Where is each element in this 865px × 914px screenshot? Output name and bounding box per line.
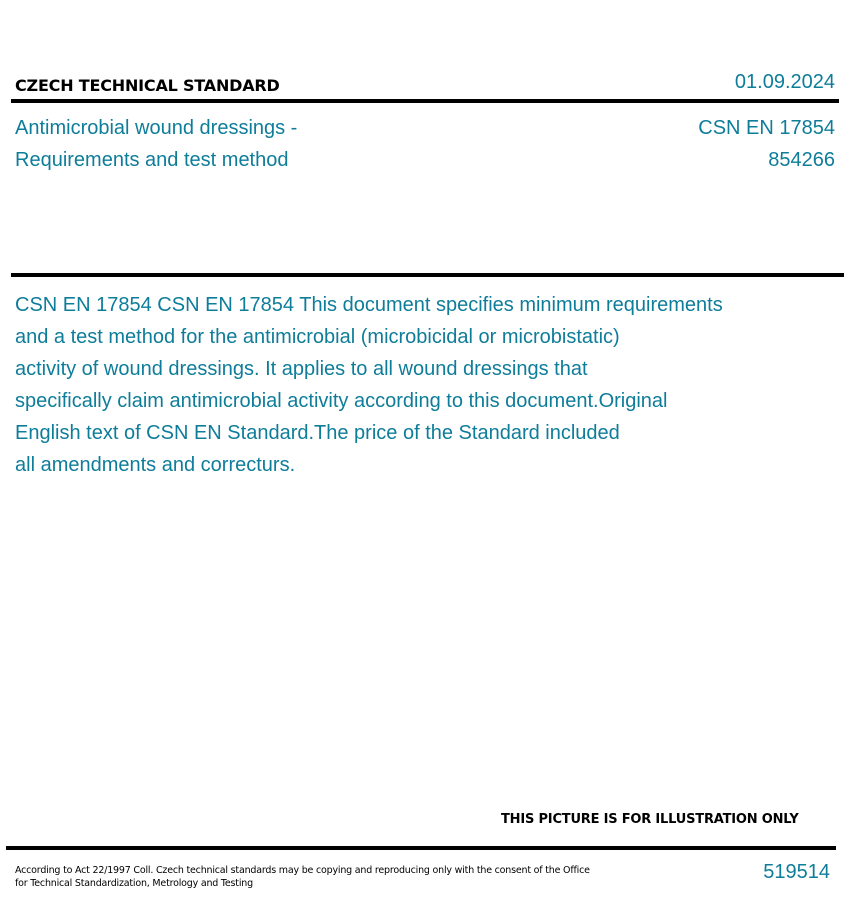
document-date: 01.09.2024: [734, 71, 835, 93]
description-line: CSN EN 17854 CSN EN 17854 This document specifies minimum requirements: [15, 294, 723, 316]
document-header-title: CZECH TECHNICAL STANDARD: [15, 76, 280, 95]
standard-number: 854266: [768, 149, 835, 171]
header-rule: [11, 99, 839, 103]
standard-title-line-1: Antimicrobial wound dressings -: [15, 117, 298, 139]
catalog-number: 519514: [763, 861, 830, 883]
standard-description: [15, 289, 815, 481]
standard-title-line-2: Requirements and test method: [15, 149, 289, 171]
description-line: activity of wound dressings. It applies to all wound dressings that: [15, 358, 588, 380]
legal-notice-line-2: for Technical Standardization, Metrology and Testing: [15, 878, 253, 889]
section-rule: [11, 273, 844, 277]
description-line: specifically claim antimicrobial activity according to this document.Original: [15, 390, 668, 412]
illustration-disclaimer: THIS PICTURE IS FOR ILLUSTRATION ONLY: [501, 812, 799, 827]
description-line: and a test method for the antimicrobial (microbicidal or microbistatic): [15, 326, 620, 348]
standard-code: CSN EN 17854: [698, 117, 835, 139]
description-line: English text of CSN EN Standard.The price of the Standard included: [15, 422, 620, 444]
legal-notice-line-1: According to Act 22/1997 Coll. Czech technical standards may be copying and reproducing only with the consent of the Office: [15, 865, 590, 876]
legal-notice: [15, 864, 595, 890]
footer-rule: [6, 846, 836, 850]
description-line: all amendments and correcturs.: [15, 454, 296, 476]
